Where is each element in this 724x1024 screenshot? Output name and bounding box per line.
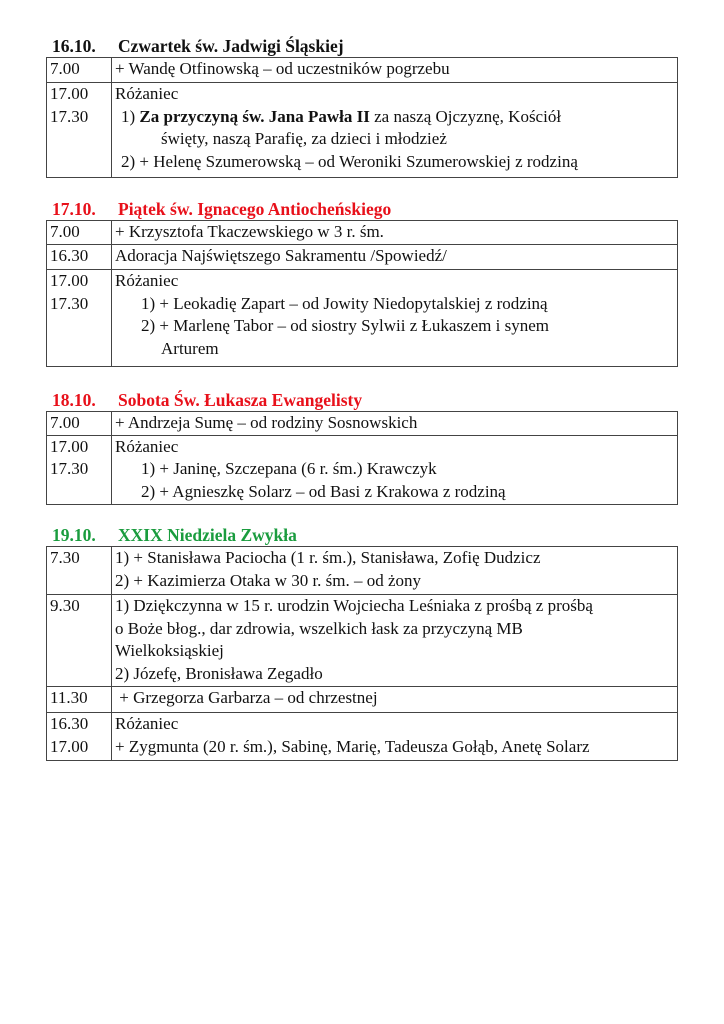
- intention-line: Arturem: [161, 338, 219, 358]
- intention-bold-text: Za przyczyną św. Jana Pawła II: [139, 106, 370, 126]
- table-row: [47, 58, 678, 83]
- intention-line: + Andrzeja Sumę – od rodziny Sosnowskich: [115, 413, 418, 432]
- mass-time: 16.30: [50, 246, 89, 265]
- intention-line: Różaniec: [115, 271, 179, 290]
- mass-time: 9.30: [50, 596, 80, 615]
- mass-time: 7.00: [50, 413, 80, 432]
- intention-cell: [112, 687, 678, 713]
- intention-cell: [112, 58, 678, 83]
- day-heading: [46, 525, 678, 545]
- intention-line: + Wandę Otfinowską – od uczestników pogrzebu: [115, 59, 450, 78]
- table-row: [47, 270, 678, 367]
- mass-time: 17.30: [50, 459, 89, 478]
- day-title: Sobota Św. Łukasza Ewangelisty: [118, 390, 363, 410]
- intention-line: 1) + Leokadię Zapart – od Jowity Niedopytalskiej z rodziną: [141, 293, 548, 313]
- table-row: [47, 83, 678, 178]
- time-cell: [47, 435, 112, 504]
- mass-time: 17.00: [50, 271, 89, 290]
- mass-time: 17.00: [50, 736, 89, 756]
- intention-cell: [112, 547, 678, 595]
- day-heading: [46, 390, 678, 410]
- intention-line: 2) Józefę, Bronisława Zegadło: [115, 663, 323, 683]
- intention-line: 1) Dziękczynna w 15 r. urodzin Wojciecha Leśniaka z prośbą z prośbą: [115, 596, 593, 615]
- mass-time: 7.00: [50, 59, 80, 78]
- time-cell: [47, 245, 112, 270]
- table-row: [47, 595, 678, 687]
- table-row: [47, 547, 678, 595]
- day-heading: [46, 36, 678, 56]
- day-heading: [46, 199, 678, 219]
- intention-line: + Zygmunta (20 r. śm.), Sabinę, Marię, Tadeusza Gołąb, Anetę Solarz: [115, 736, 590, 756]
- intention-cell: [112, 713, 678, 761]
- time-cell: [47, 595, 112, 687]
- intention-line: Różaniec: [115, 714, 179, 733]
- intention-cell: [112, 245, 678, 270]
- intention-cell: [112, 221, 678, 245]
- table-row: [47, 687, 678, 713]
- time-cell: [47, 547, 112, 595]
- intention-line: 1) + Janinę, Szczepana (6 r. śm.) Krawczyk: [141, 459, 437, 478]
- time-cell: [47, 270, 112, 367]
- mass-time: 17.30: [50, 293, 89, 313]
- table-row: [47, 412, 678, 436]
- intention-line: 2) + Helenę Szumerowską – od Weroniki Szumerowskiej z rodziną: [121, 151, 578, 171]
- mass-time: 17.00: [50, 436, 89, 456]
- intention-number: 1): [121, 106, 140, 126]
- table-row: [47, 245, 678, 270]
- day-date: 16.10.: [52, 36, 96, 56]
- time-cell: [47, 713, 112, 761]
- day-18-10: [46, 390, 678, 505]
- mass-time: 7.30: [50, 548, 80, 567]
- day-title: XXIX Niedziela Zwykła: [118, 525, 297, 545]
- day-title: Czwartek św. Jadwigi Śląskiej: [118, 36, 344, 56]
- intention-cell: [112, 595, 678, 687]
- day-date: 19.10.: [52, 525, 96, 545]
- time-cell: [47, 687, 112, 713]
- intention-text: za naszą Ojczyznę, Kościół: [369, 106, 562, 126]
- mass-time: 17.00: [50, 84, 89, 103]
- day-17-10: [46, 199, 678, 367]
- day-19-10: [46, 525, 678, 761]
- day-16-10: [46, 36, 678, 178]
- intention-line: Wielkoksiąskiej: [115, 641, 224, 660]
- intention-line: święty, naszą Parafię, za dzieci i młodzież: [161, 129, 447, 148]
- day-title: Piątek św. Ignacego Antiocheńskiego: [118, 199, 392, 219]
- intention-line: 1) + Stanisława Paciocha (1 r. śm.), Stanisława, Zofię Dudzicz: [115, 548, 541, 567]
- table-row: [47, 221, 678, 245]
- time-cell: [47, 412, 112, 436]
- intention-line: 2) + Marlenę Tabor – od siostry Sylwii z Łukaszem i synem: [141, 316, 549, 335]
- intention-line: Różaniec: [115, 84, 179, 103]
- intention-cell: [112, 83, 678, 178]
- mass-schedule-table: [46, 57, 678, 178]
- intention-line: o Boże błog., dar zdrowia, wszelkich łask za przyczyną MB: [115, 618, 523, 638]
- mass-time: 11.30: [50, 688, 88, 707]
- mass-schedule-table: [46, 220, 678, 367]
- day-date: 18.10.: [52, 390, 96, 410]
- mass-schedule-table: [46, 411, 678, 505]
- mass-time: 16.30: [50, 714, 89, 733]
- intention-cell: [112, 435, 678, 504]
- mass-time: 7.00: [50, 222, 80, 241]
- intention-line: Adoracja Najświętszego Sakramentu /Spowiedź/: [115, 246, 447, 265]
- table-row: [47, 435, 678, 504]
- day-date: 17.10.: [52, 199, 96, 219]
- intention-line: Różaniec: [115, 436, 179, 456]
- time-cell: [47, 58, 112, 83]
- intention-cell: [112, 412, 678, 436]
- mass-time: 17.30: [50, 106, 89, 126]
- intention-line: + Grzegorza Garbarza – od chrzestnej: [115, 688, 378, 707]
- time-cell: [47, 83, 112, 178]
- intention-line: 2) + Agnieszkę Solarz – od Basi z Krakowa z rodziną: [141, 481, 506, 501]
- table-row: [47, 713, 678, 761]
- time-cell: [47, 221, 112, 245]
- intention-line: 2) + Kazimierza Otaka w 30 r. śm. – od żony: [115, 570, 422, 590]
- mass-schedule-table: [46, 546, 678, 761]
- intention-line: + Krzysztofa Tkaczewskiego w 3 r. śm.: [115, 222, 384, 241]
- intention-line: [115, 106, 674, 129]
- intention-cell: [112, 270, 678, 367]
